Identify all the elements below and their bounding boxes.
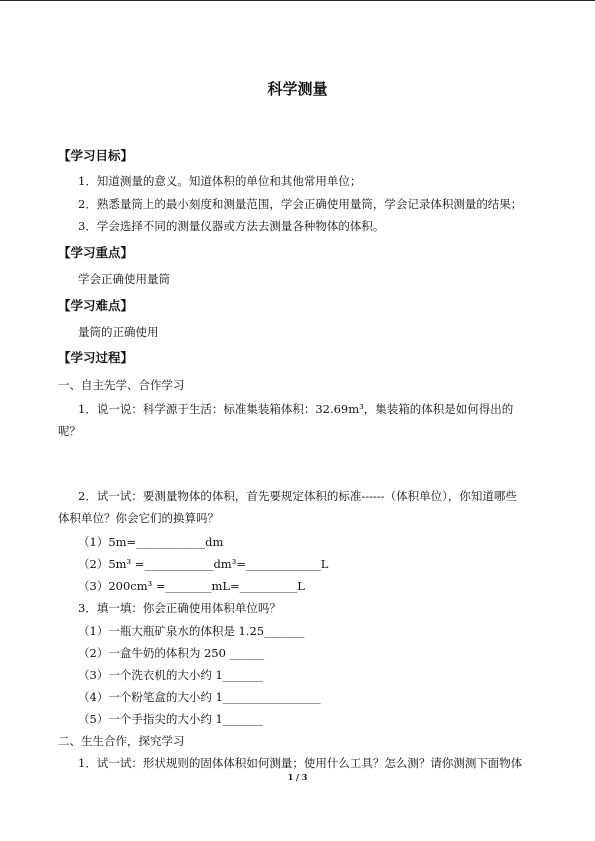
heading-difficulty: 【学习难点】 [58,298,134,313]
fill-item-2: （2）一盒牛奶的体积为 250 ______ [78,646,265,660]
page-top-rule [0,0,595,1]
question-4: 1．试一试：形状规则的固体体积如何测量；使用什么工具？怎么测？请你测测下面物体 [78,756,523,770]
page-title: 科学测量 [267,80,328,98]
key-point-text: 学会正确使用量筒 [78,272,170,286]
fill-item-1: （1）一瓶大瓶矿泉水的体积是 1.25_______ [78,624,305,638]
heading-process: 【学习过程】 [58,350,134,365]
question-1-line-2: 呢？ [58,424,81,438]
conversion-item-1: （1）5m=____________dm [78,535,224,549]
fill-item-4: （4）一个粉笔盒的大小约 1_________________ [78,690,321,704]
section-1-heading: 一、自主先学、合作学习 [58,378,185,392]
question-2-line-1: 2．试一试：要测量物体的体积，首先要规定体积的标准------（体积单位），你知道哪些 [78,489,517,503]
section-2-heading: 二、生生合作，探究学习 [58,734,185,748]
goal-item-2: 2．熟悉量筒上的最小刻度和测量范围，学会正确使用量筒，学会记录体积测量的结果； [78,197,523,211]
heading-key-point: 【学习重点】 [58,245,134,260]
difficulty-text: 量筒的正确使用 [78,325,159,339]
fill-item-3: （3）一个洗衣机的大小约 1_______ [78,668,264,682]
heading-goals: 【学习目标】 [58,148,134,163]
question-3: 3．填一填：你会正确使用体积单位吗？ [78,601,281,615]
question-1-line-1: 1．说一说：科学源于生活：标准集装箱体积：32.69m³，集装箱的体积是如何得出的 [78,402,514,416]
page-number: 1 / 3 [287,772,308,782]
conversion-item-2: （2）5m³ =____________dm³=_____________L [78,557,329,571]
question-2-line-2: 体积单位？你会它们的换算吗？ [58,511,219,525]
conversion-item-3: （3）200cm³ =________mL=__________L [78,579,305,593]
goal-item-3: 3．学会选择不同的测量仪器或方法去测量各种物体的体积。 [78,219,385,233]
fill-item-5: （5）一个手指尖的大小约 1_______ [78,712,264,726]
goal-item-1: 1．知道测量的意义。知道体积的单位和其他常用单位； [78,174,362,188]
